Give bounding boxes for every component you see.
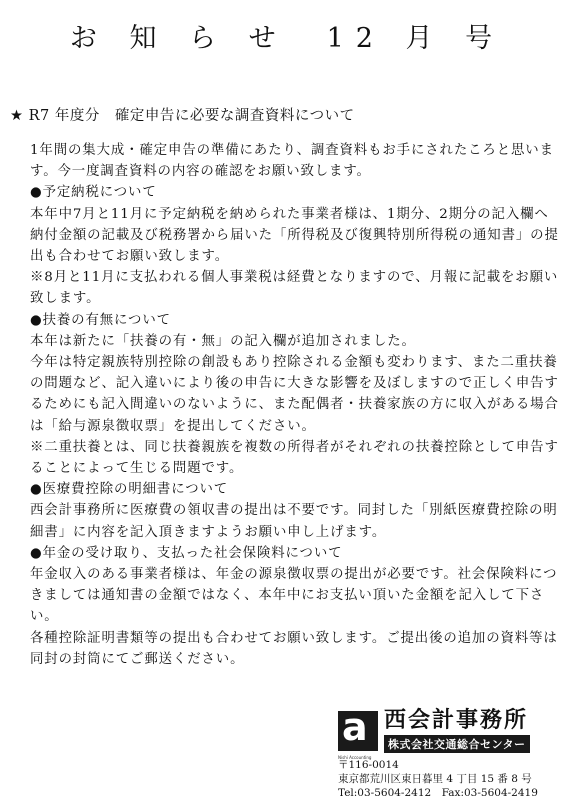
section-heading: ★ R7 年度分 確定申告に必要な調査資料について — [10, 108, 355, 124]
subheading-prepayment: ●予定納税について — [30, 185, 157, 201]
notice-body — [30, 140, 560, 670]
postal-code: 〒116-0014 — [338, 759, 399, 771]
closing-paragraph: 各種控除証明書類等の提出も合わせてお願い致します。ご提出後の追加の資料等は同封の封筒にてご郵送ください。 — [30, 630, 558, 667]
medical-paragraph: 西会計事務所に医療費の領収書の提出は不要です。同封した「別紙医療費控除の明細書」に内容を記入頂きますようお願い申し上げます。 — [30, 503, 558, 540]
company-name: 西会計事務所 — [384, 708, 529, 733]
contact-numbers: Tel:03-5604-2412 Fax:03-5604-2419 — [338, 787, 538, 799]
company-subname: 株式会社交通総合センター — [384, 735, 530, 753]
double-dependent-note: ※二重扶養とは、同じ扶養親族を複数の所得者がそれぞれの扶養控除として申告することによって生じる問題です。 — [30, 439, 559, 477]
company-logo — [338, 705, 566, 760]
logo-mark-icon: a Nishi Accounting — [338, 711, 378, 751]
subheading-dependents: ●扶養の有無について — [30, 312, 171, 328]
business-tax-note: ※8月と11月に支払われる個人事業税は経費となりますので、月報に記載をお願い致します。 — [30, 270, 559, 307]
dependents-detail-paragraph: 今年は特定親族特別控除の創設もあり控除される金額も変わります、また二重扶養の問題など、記入違いにより後の申告に大きな影響を及ぼしますので正しく申告するためにも記入間違いのないように、また配偶者・扶養家族の方に収入がある場合は「給与源泉徴収票」を提出してください。 — [30, 355, 559, 434]
subheading-pension: ●年金の受け取り、支払った社会保険料について — [30, 545, 343, 561]
subheading-medical: ●医療費控除の明細書について — [30, 482, 229, 498]
street-address: 東京都荒川区東日暮里 4 丁目 15 番 8 号 — [338, 773, 532, 785]
company-address — [338, 758, 538, 800]
page-title: お 知 ら せ 12 月 号 — [69, 23, 505, 54]
prepayment-paragraph: 本年中7月と11月に予定納税を納められた事業者様は、1期分、2期分の記入欄へ納付金額の記載及び税務署から届いた「所得税及び復興特別所得税の通知書」の提出も合わせてお願い致します。 — [30, 206, 559, 265]
pension-paragraph: 年金収入のある事業者様は、年金の源泉徴収票の提出が必要です。社会保険料につきましては通知書の金額ではなく、本年中にお支払い頂いた金額を記入して下さい。 — [30, 567, 558, 625]
dependents-paragraph: 本年は新たに「扶養の有・無」の記入欄が追加されました。 — [30, 333, 416, 349]
intro-paragraph: 1年間の集大成・確定申告の準備にあたり、調査資料もお手にされたころと思います。今一度調査資料の内容の確認をお願い致します。 — [30, 143, 554, 180]
